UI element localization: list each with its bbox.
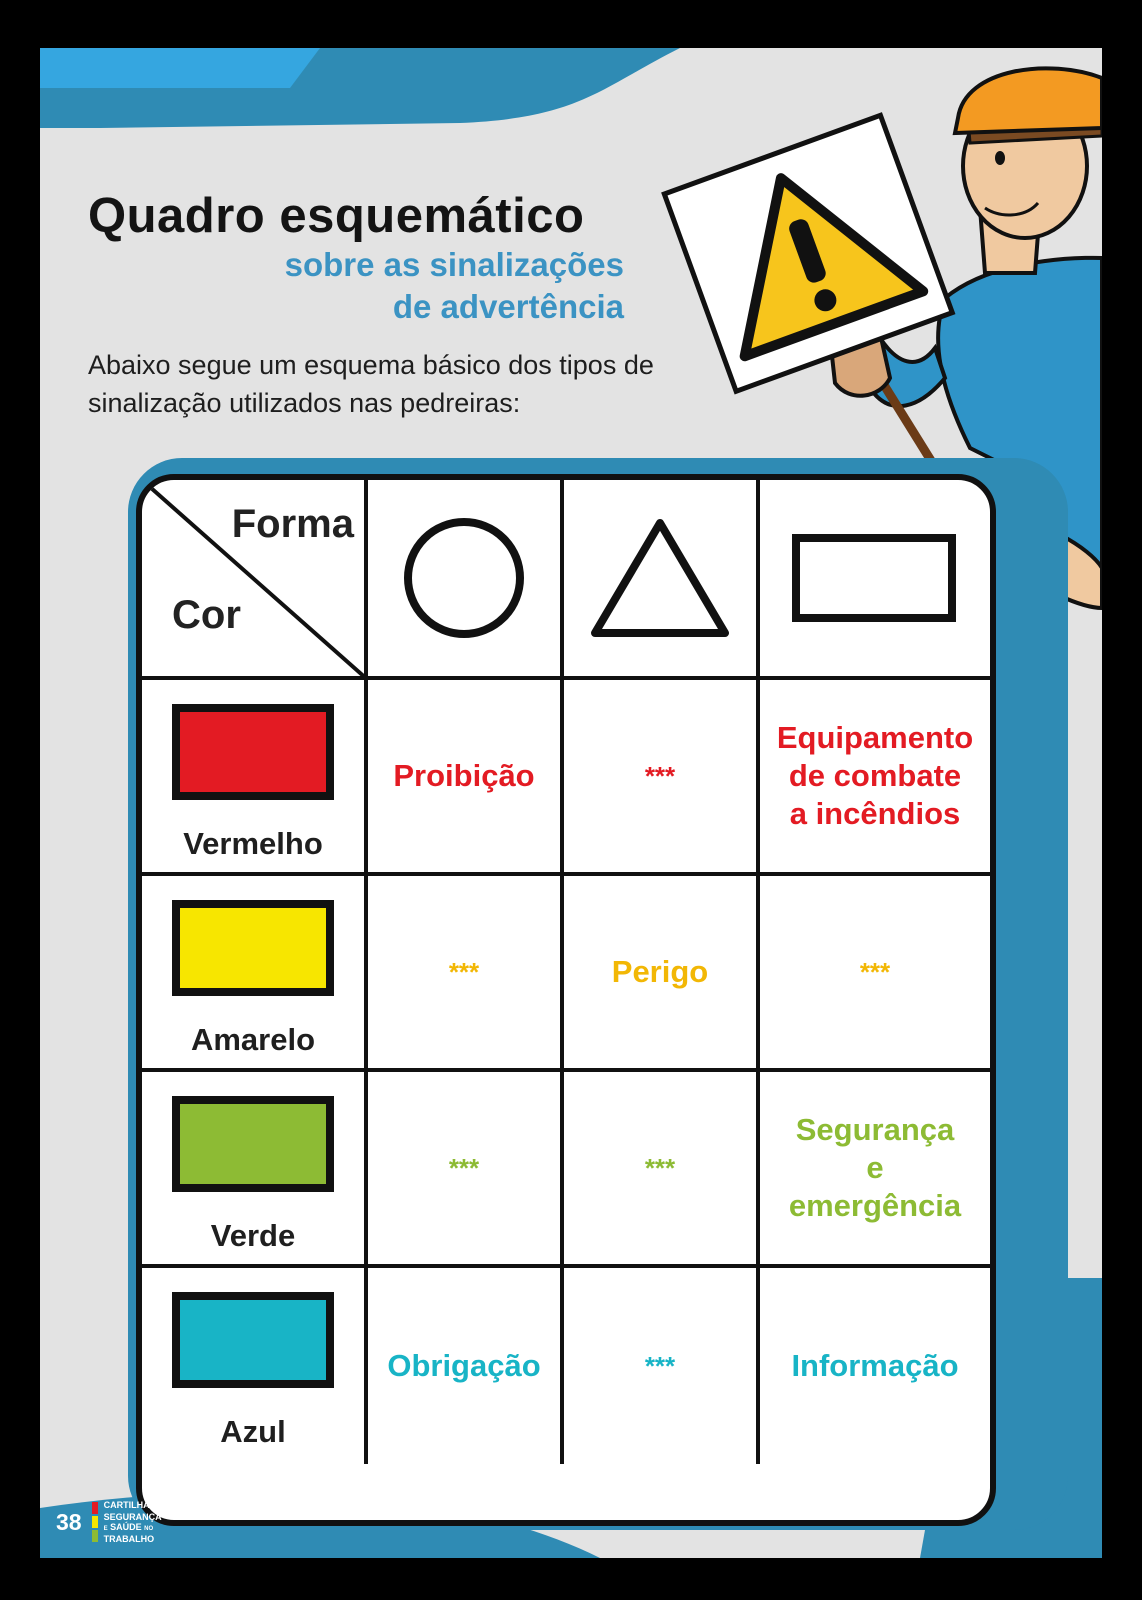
table-corner-cell xyxy=(142,480,368,680)
page-title: Quadro esquemático xyxy=(88,189,585,243)
logo-line-1-small: DE xyxy=(151,1504,161,1510)
meaning-text: *** xyxy=(644,1152,676,1183)
logo-line-1: CARTILHA xyxy=(103,1500,150,1510)
meaning-line: Informação xyxy=(791,1348,959,1383)
color-name: Azul xyxy=(220,1414,286,1449)
color-cell-1 xyxy=(142,876,368,1072)
subtitle-line-2: de advertência xyxy=(392,288,624,325)
rectangle-meaning-cell-3 xyxy=(760,1268,990,1464)
rectangle-meaning-text xyxy=(860,957,890,988)
rectangle-meaning-text xyxy=(791,1347,958,1385)
meaning-line: e xyxy=(866,1150,884,1185)
header-cor: Cor xyxy=(172,593,241,637)
triangle-meaning-cell-3 xyxy=(564,1268,760,1464)
triangle-icon xyxy=(585,513,735,643)
rectangle-meaning-cell-2 xyxy=(760,1072,990,1268)
page-number: 38 xyxy=(56,1508,82,1535)
logo-line-3-small: E xyxy=(103,1526,108,1532)
header-forma: Forma xyxy=(231,502,354,546)
meaning-text: Proibição xyxy=(393,758,535,793)
logo-line-3: SAÚDE xyxy=(110,1522,142,1532)
circle-meaning-cell-1 xyxy=(368,876,564,1072)
triangle-meaning-cell-0 xyxy=(564,680,760,876)
circle-meaning-cell-3 xyxy=(368,1268,564,1464)
meaning-line: de combate xyxy=(788,758,962,793)
color-name: Vermelho xyxy=(183,826,323,861)
meaning-text: *** xyxy=(644,760,676,791)
logo-line-4: TRABALHO xyxy=(103,1534,155,1544)
shape-header-circle xyxy=(368,480,564,680)
meaning-text: *** xyxy=(448,956,480,987)
meaning-text: Perigo xyxy=(611,954,709,989)
logo-line-3-small-2: NO xyxy=(144,1526,154,1532)
color-cell-2 xyxy=(142,1072,368,1268)
intro-line-2: sinalização utilizados nas pedreiras: xyxy=(88,388,521,418)
meaning-line: Segurança xyxy=(795,1112,955,1147)
circle-meaning-cell-2 xyxy=(368,1072,564,1268)
color-cell-3 xyxy=(142,1268,368,1464)
rectangle-icon xyxy=(790,528,960,628)
meaning-text: *** xyxy=(448,1152,480,1183)
subtitle-line-1: sobre as sinalizações xyxy=(284,246,624,283)
logo-bars-icon xyxy=(92,1502,98,1542)
color-swatch xyxy=(172,900,334,996)
sign-color-table xyxy=(136,474,996,1526)
rectangle-meaning-text xyxy=(777,719,973,833)
color-swatch xyxy=(172,1292,334,1388)
triangle-meaning-cell-1 xyxy=(564,876,760,1072)
color-cell-0 xyxy=(142,680,368,876)
meaning-line: Equipamento xyxy=(776,720,974,755)
color-name: Amarelo xyxy=(190,1022,316,1057)
page-footer xyxy=(56,1500,162,1544)
shape-header-rectangle xyxy=(760,480,990,680)
color-swatch xyxy=(172,704,334,800)
meaning-line: emergência xyxy=(788,1188,962,1223)
intro-line-1: Abaixo segue um esquema básico dos tipos de xyxy=(88,350,654,380)
logo-line-2: SEGURANÇA xyxy=(103,1512,162,1522)
meaning-text: Obrigação xyxy=(387,1348,541,1383)
meaning-line: *** xyxy=(859,956,891,987)
cartilha-logo xyxy=(104,1500,162,1544)
color-swatch xyxy=(172,1096,334,1192)
meaning-line: a incêndios xyxy=(789,796,961,831)
circle-meaning-cell-0 xyxy=(368,680,564,876)
color-name: Verde xyxy=(210,1218,296,1253)
rectangle-meaning-cell-1 xyxy=(760,876,990,1072)
triangle-meaning-cell-2 xyxy=(564,1072,760,1268)
shape-header-triangle xyxy=(564,480,760,680)
meaning-text: *** xyxy=(644,1350,676,1381)
circle-icon xyxy=(399,513,529,643)
rectangle-meaning-cell-0 xyxy=(760,680,990,876)
rectangle-meaning-text xyxy=(789,1111,961,1225)
